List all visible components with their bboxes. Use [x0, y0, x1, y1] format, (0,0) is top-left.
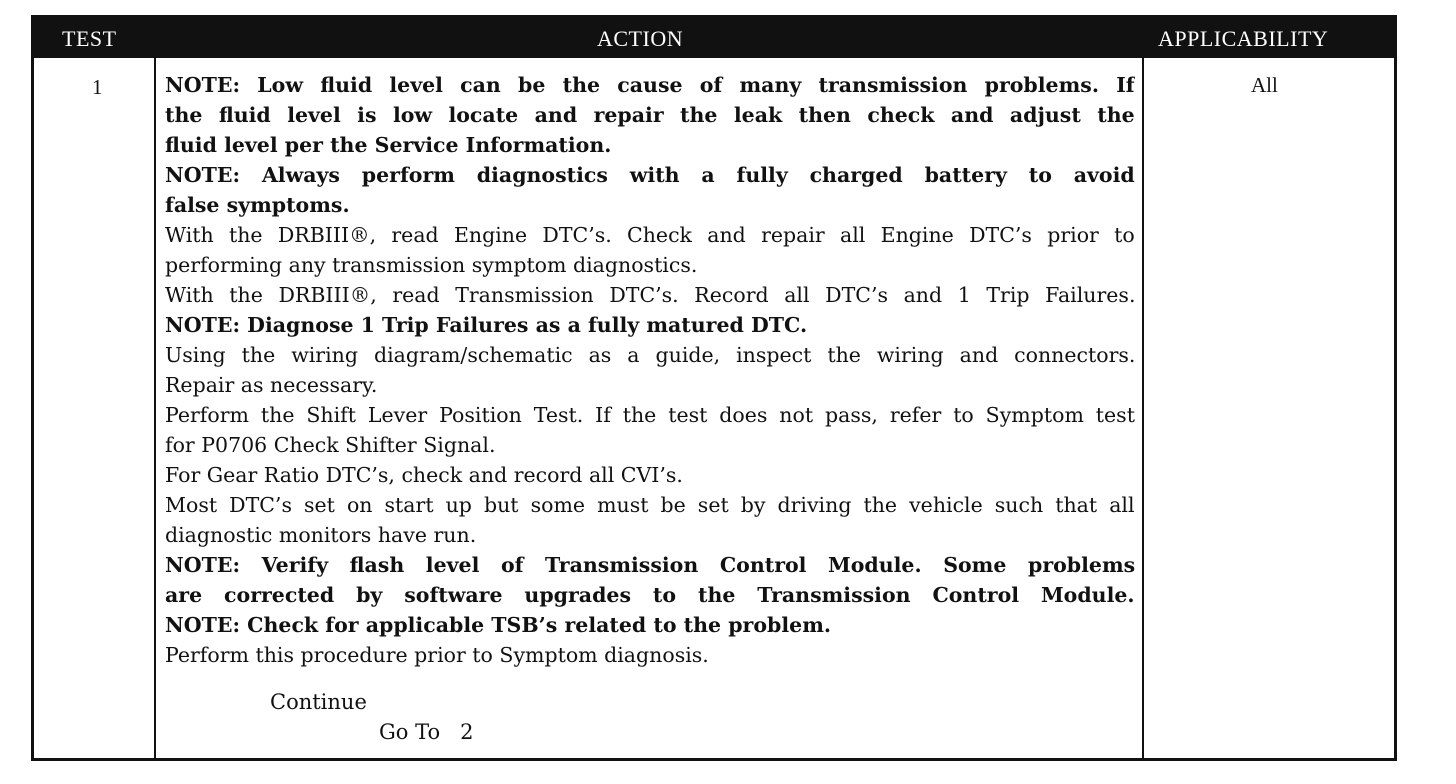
continue-label: Continue [270, 690, 367, 714]
instruction-line: Perform this procedure prior to Symptom diagnosis. [165, 643, 709, 667]
note-line: NOTE: Check for applicable TSB’s related to the problem. [165, 613, 832, 637]
note-line: NOTE: Verify flash level of Transmission Control Module. Some problems [165, 553, 1135, 577]
table-header [34, 18, 1394, 58]
instruction-line: for P0706 Check Shifter Signal. [165, 433, 496, 457]
instruction-line: For Gear Ratio DTC’s, check and record all CVI’s. [165, 463, 683, 487]
note-line: NOTE: Always perform diagnostics with a fully charged battery to avoid [165, 163, 1135, 187]
instruction-line: With the DRBIII®, read Transmission DTC’s. Record all DTC’s and 1 Trip Failures. [165, 283, 1135, 307]
note-line: false symptoms. [165, 193, 350, 217]
instruction-line: Perform the Shift Lever Position Test. If the test does not pass, refer to Symptom test [165, 403, 1135, 427]
instruction-line: Repair as necessary. [165, 373, 378, 397]
note-line: fluid level per the Service Information. [165, 133, 612, 157]
column-divider [154, 58, 156, 758]
instruction-line: performing any transmission symptom diagnostics. [165, 253, 698, 277]
note-line: are corrected by software upgrades to the Transmission Control Module. [165, 583, 1135, 607]
instruction-line: Most DTC’s set on start up but some must be set by driving the vehicle such that all [165, 493, 1135, 517]
action-cell [165, 70, 1135, 670]
instruction-line: With the DRBIII®, read Engine DTC’s. Check and repair all Engine DTC’s prior to [165, 223, 1135, 247]
header-action: ACTION [597, 26, 684, 51]
instruction-line: Using the wiring diagram/schematic as a guide, inspect the wiring and connectors. [165, 343, 1135, 367]
note-line: NOTE: Diagnose 1 Trip Failures as a fully matured DTC. [165, 313, 808, 337]
goto-link[interactable] [379, 720, 474, 744]
goto-label: Go To [379, 720, 441, 744]
header-applicability: APPLICABILITY [1158, 26, 1329, 51]
column-divider [1142, 58, 1144, 758]
header-test: TEST [62, 26, 117, 51]
goto-target: 2 [460, 720, 474, 744]
test-number: 1 [92, 75, 103, 99]
applicability-value: All [1251, 73, 1278, 97]
instruction-line: diagnostic monitors have run. [165, 523, 477, 547]
note-line: the fluid level is low locate and repair the leak then check and adjust the [165, 103, 1135, 127]
note-line: NOTE: Low fluid level can be the cause of many transmission problems. If [165, 73, 1135, 97]
diagnostic-table [31, 15, 1397, 761]
